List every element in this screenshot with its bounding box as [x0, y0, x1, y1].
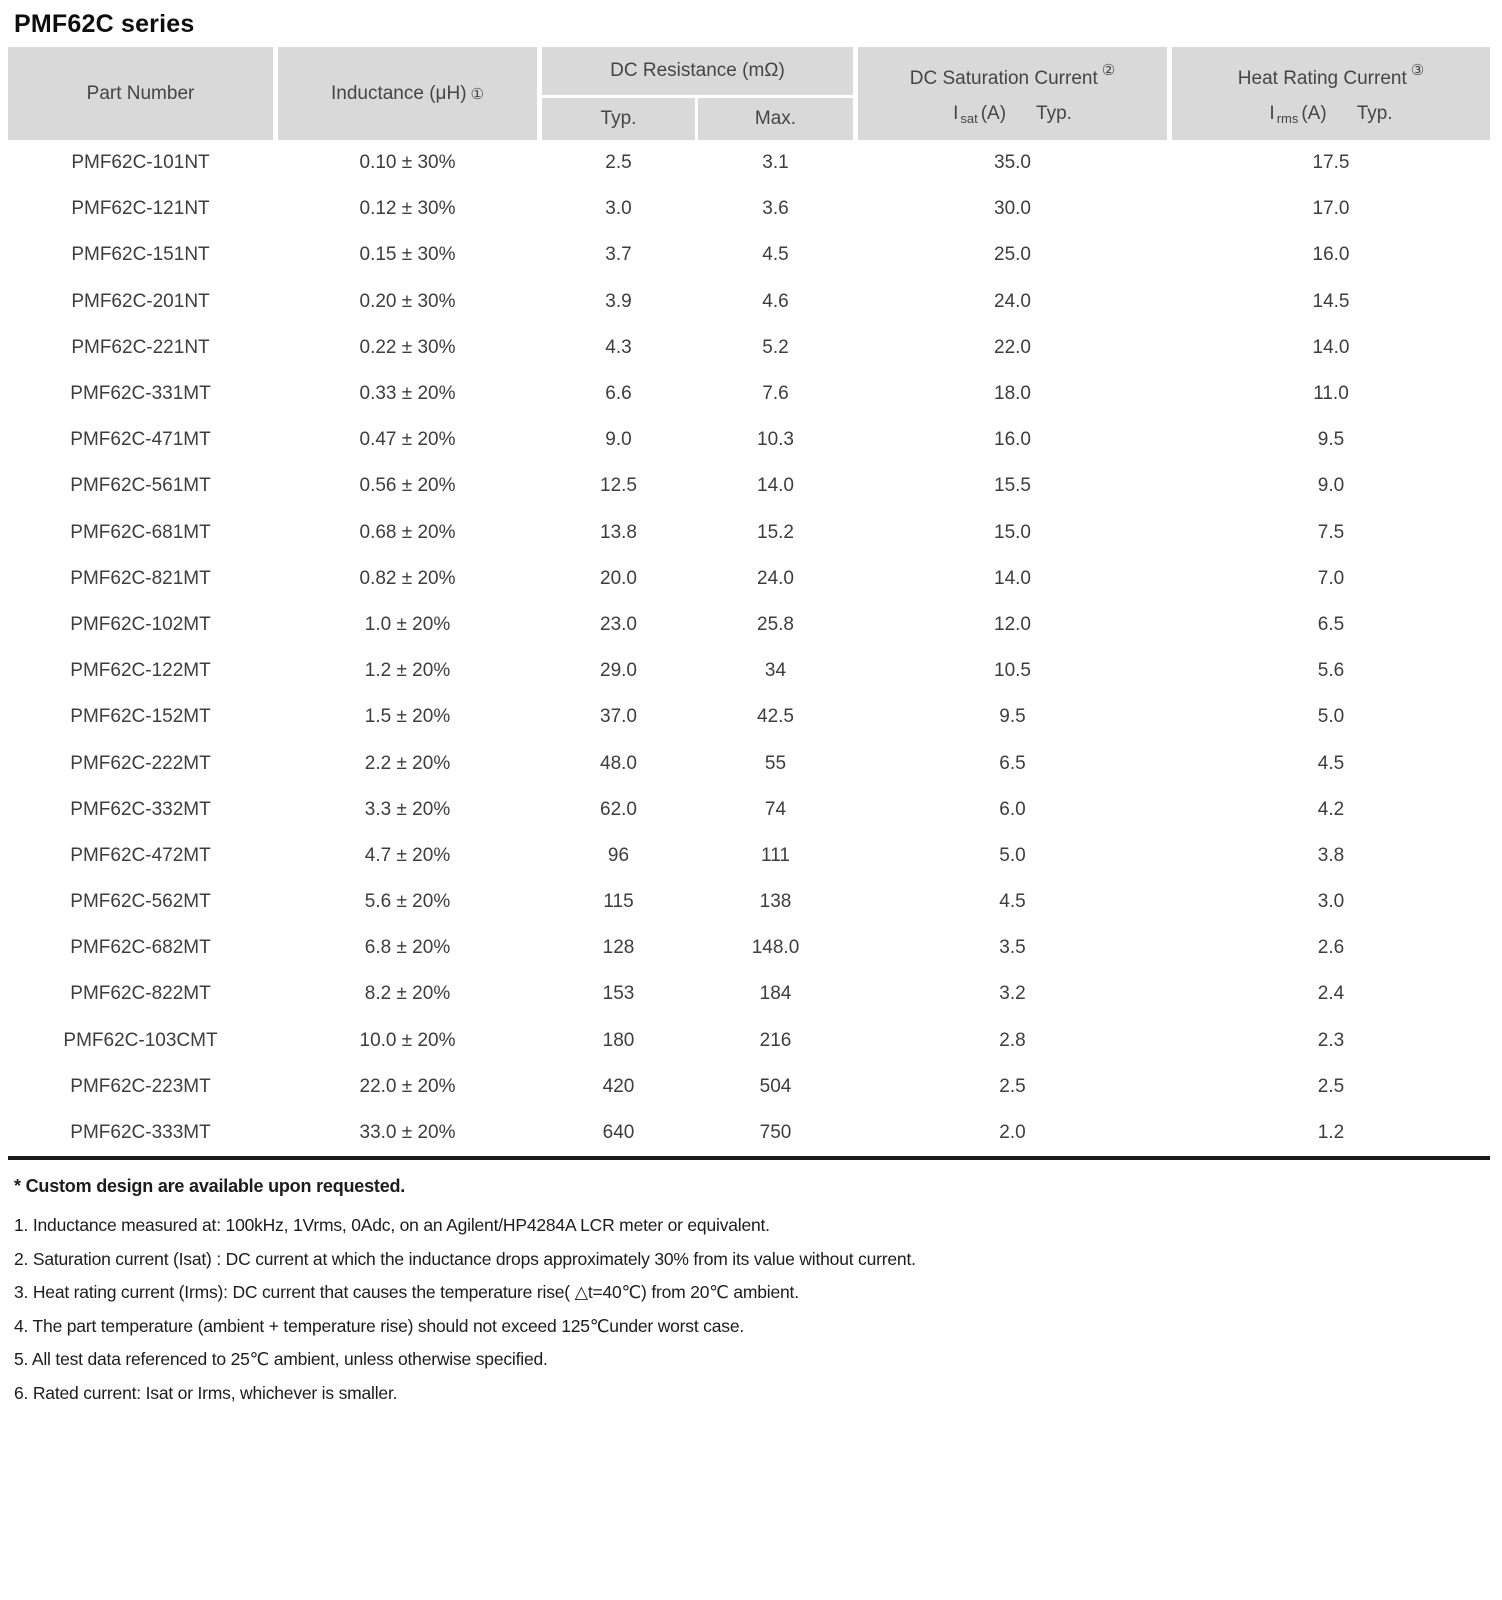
cell-irms: 2.6 [1317, 937, 1345, 959]
cell-irms: 2.5 [1317, 1075, 1345, 1097]
cell-isat: 15.0 [994, 521, 1031, 543]
header-heat-rating-title [1238, 61, 1424, 90]
table-row [8, 510, 1490, 556]
cell-dcr-max: 42.5 [757, 706, 794, 728]
cell-part-number: PMF62C-471MT [70, 429, 211, 451]
cell-part-number: PMF62C-332MT [70, 798, 211, 820]
cell-isat: 35.0 [994, 152, 1031, 174]
cell-inductance: 0.82 ± 20% [359, 567, 456, 589]
cell-inductance: 10.0 ± 20% [359, 1029, 456, 1051]
cell-dcr-max: 184 [759, 983, 792, 1005]
isat-unit: (A) [980, 102, 1007, 124]
isat-symbol: I [953, 102, 959, 124]
cell-inductance: 0.33 ± 20% [359, 383, 456, 405]
cell-dcr-typ: 6.6 [605, 383, 632, 405]
header-dc-saturation [858, 47, 1167, 140]
cell-dcr-typ: 115 [603, 891, 634, 913]
table-row [8, 879, 1490, 925]
cell-dcr-max: 55 [764, 752, 787, 774]
table-row [8, 1110, 1490, 1156]
cell-part-number: PMF62C-333MT [70, 1122, 211, 1144]
cell-dcr-max: 4.6 [762, 290, 789, 312]
cell-dcr-max: 10.3 [757, 429, 794, 451]
cell-isat: 15.5 [994, 475, 1031, 497]
cell-part-number: PMF62C-101NT [71, 152, 210, 174]
cell-dcr-max: 3.1 [762, 152, 789, 174]
cell-isat: 4.5 [999, 891, 1026, 913]
cell-dcr-typ: 3.7 [605, 244, 632, 266]
cell-inductance: 0.20 ± 30% [359, 290, 456, 312]
cell-isat: 5.0 [999, 844, 1026, 866]
cell-isat: 9.5 [999, 706, 1026, 728]
cell-part-number: PMF62C-821MT [70, 567, 211, 589]
isat-typ-label: Typ. [1036, 102, 1072, 124]
footnote-4: 4. The part temperature (ambient + temperature rise) should not exceed 125℃under worst case. [14, 1315, 745, 1336]
cell-inductance: 4.7 ± 20% [364, 844, 451, 866]
cell-part-number: PMF62C-223MT [70, 1075, 211, 1097]
cell-dcr-typ: 96 [607, 844, 630, 866]
cell-inductance: 0.22 ± 30% [359, 336, 456, 358]
cell-irms: 9.5 [1317, 429, 1345, 451]
footnote-1: 1. Inductance measured at: 100kHz, 1Vrms, 0Adc, on an Agilent/HP4284A LCR meter or equivalent. [14, 1215, 770, 1236]
header-isat-unit-row [953, 103, 1072, 126]
table-row [8, 556, 1490, 602]
cell-dcr-typ: 29.0 [600, 660, 637, 682]
cell-inductance: 5.6 ± 20% [364, 891, 451, 913]
header-dc-resistance-typ: Typ. [542, 98, 695, 140]
cell-dcr-typ: 153 [602, 983, 635, 1005]
cell-dcr-typ: 2.5 [605, 152, 632, 174]
cell-inductance: 0.47 ± 20% [359, 429, 456, 451]
table-row [8, 1018, 1490, 1064]
cell-irms: 7.5 [1317, 521, 1345, 543]
cell-part-number: PMF62C-222MT [70, 752, 211, 774]
page-title: PMF62C series [14, 10, 195, 38]
table-row [8, 694, 1490, 740]
cell-isat: 30.0 [994, 198, 1031, 220]
cell-dcr-typ: 180 [602, 1029, 635, 1051]
header-part-number: Part Number [8, 47, 273, 140]
footnote-ref-2: ② [1101, 62, 1116, 80]
table-bottom-rule [8, 1156, 1490, 1160]
cell-irms: 17.0 [1312, 198, 1350, 220]
cell-inductance: 0.10 ± 30% [359, 152, 456, 174]
footnote-6: 6. Rated current: Isat or Irms, whichever is smaller. [14, 1382, 398, 1403]
cell-dcr-max: 5.2 [762, 336, 789, 358]
table-row [8, 648, 1490, 694]
table-row [8, 1064, 1490, 1110]
header-inductance-label: Inductance (μH) [330, 82, 467, 104]
cell-isat: 10.5 [994, 660, 1031, 682]
cell-inductance: 1.0 ± 20% [364, 613, 451, 635]
cell-part-number: PMF62C-103CMT [63, 1029, 218, 1051]
table-row [8, 925, 1490, 971]
footnotes [14, 1176, 1502, 1404]
cell-dcr-max: 3.6 [762, 198, 789, 220]
cell-dcr-typ: 13.8 [600, 521, 637, 543]
cell-dcr-typ: 62.0 [600, 798, 637, 820]
cell-dcr-max: 34 [764, 660, 787, 682]
cell-dcr-typ: 9.0 [605, 429, 632, 451]
cell-dcr-typ: 3.0 [605, 198, 632, 220]
table-row [8, 463, 1490, 509]
header-dc-saturation-label: DC Saturation Current [909, 68, 1098, 90]
table-row [8, 787, 1490, 833]
cell-inductance: 6.8 ± 20% [364, 937, 451, 959]
cell-dcr-max: 216 [759, 1029, 792, 1051]
footnote-2: 2. Saturation current (Isat) : DC current at which the inductance drops approximately 30% from its value without current. [14, 1248, 916, 1269]
cell-part-number: PMF62C-121NT [71, 198, 210, 220]
cell-inductance: 3.3 ± 20% [364, 798, 451, 820]
cell-isat: 3.2 [999, 983, 1026, 1005]
custom-design-note: * Custom design are available upon requested. [14, 1176, 406, 1197]
cell-dcr-max: 25.8 [757, 613, 794, 635]
cell-dcr-max: 74 [764, 798, 787, 820]
isat-subscript: sat [960, 110, 978, 126]
cell-isat: 25.0 [994, 244, 1031, 266]
table-row [8, 417, 1490, 463]
cell-isat: 24.0 [994, 290, 1031, 312]
cell-irms: 3.0 [1317, 891, 1345, 913]
header-irms-unit-row [1269, 103, 1392, 126]
header-dc-saturation-title [910, 61, 1115, 90]
cell-part-number: PMF62C-472MT [70, 844, 211, 866]
cell-part-number: PMF62C-681MT [70, 521, 211, 543]
cell-inductance: 0.15 ± 30% [359, 244, 456, 266]
cell-isat: 2.5 [999, 1075, 1026, 1097]
cell-part-number: PMF62C-331MT [70, 383, 211, 405]
cell-dcr-max: 15.2 [757, 521, 794, 543]
table-row [8, 140, 1490, 186]
cell-irms: 9.0 [1317, 475, 1345, 497]
cell-irms: 11.0 [1313, 383, 1349, 405]
irms-subscript: rms [1276, 110, 1299, 126]
cell-dcr-max: 7.6 [762, 383, 789, 405]
header-heat-rating-label: Heat Rating Current [1237, 68, 1407, 90]
cell-part-number: PMF62C-562MT [70, 891, 211, 913]
cell-part-number: PMF62C-151NT [71, 244, 210, 266]
cell-dcr-max: 14.0 [757, 475, 794, 497]
cell-inductance: 8.2 ± 20% [364, 983, 451, 1005]
cell-dcr-max: 111 [761, 844, 790, 866]
cell-inductance: 0.68 ± 20% [359, 521, 456, 543]
cell-isat: 14.0 [994, 567, 1031, 589]
cell-dcr-typ: 23.0 [600, 613, 637, 635]
cell-dcr-typ: 128 [602, 937, 635, 959]
cell-isat: 18.0 [994, 383, 1031, 405]
cell-dcr-typ: 48.0 [600, 752, 637, 774]
cell-inductance: 0.56 ± 20% [359, 475, 456, 497]
cell-dcr-max: 138 [759, 891, 792, 913]
cell-isat: 2.0 [999, 1122, 1026, 1144]
table-row [8, 232, 1490, 278]
header-inductance [278, 47, 537, 140]
cell-dcr-max: 4.5 [762, 244, 789, 266]
cell-inductance: 1.5 ± 20% [364, 706, 451, 728]
parts-table [8, 47, 1490, 1156]
cell-dcr-max: 148.0 [751, 937, 800, 959]
irms-symbol: I [1269, 102, 1275, 124]
cell-isat: 12.0 [994, 613, 1031, 635]
cell-dcr-typ: 12.5 [600, 475, 637, 497]
cell-irms: 3.8 [1317, 844, 1345, 866]
table-row [8, 971, 1490, 1017]
cell-dcr-typ: 37.0 [600, 706, 637, 728]
cell-dcr-max: 504 [759, 1075, 792, 1097]
cell-part-number: PMF62C-122MT [70, 660, 211, 682]
cell-dcr-typ: 4.3 [605, 336, 632, 358]
irms-typ-label: Typ. [1356, 102, 1393, 124]
footnote-3: 3. Heat rating current (Irms): DC current that causes the temperature rise( △t=40℃) from 20℃ ambient. [14, 1282, 799, 1303]
header-heat-rating [1172, 47, 1490, 140]
cell-irms: 7.0 [1317, 567, 1345, 589]
cell-dcr-max: 24.0 [757, 567, 794, 589]
cell-irms: 6.5 [1317, 613, 1345, 635]
cell-part-number: PMF62C-682MT [70, 937, 211, 959]
cell-isat: 6.0 [999, 798, 1026, 820]
cell-irms: 14.0 [1312, 336, 1350, 358]
cell-dcr-typ: 640 [602, 1122, 635, 1144]
cell-part-number: PMF62C-822MT [70, 983, 211, 1005]
table-body [8, 140, 1490, 1156]
header-dc-resistance: DC Resistance (mΩ) [542, 47, 853, 95]
irms-unit: (A) [1301, 102, 1327, 124]
cell-irms: 2.3 [1317, 1029, 1345, 1051]
cell-dcr-typ: 420 [602, 1075, 635, 1097]
table-row [8, 186, 1490, 232]
footnote-5: 5. All test data referenced to 25℃ ambient, unless otherwise specified. [14, 1349, 548, 1370]
table-row [8, 371, 1490, 417]
cell-isat: 6.5 [999, 752, 1026, 774]
cell-part-number: PMF62C-152MT [70, 706, 211, 728]
cell-isat: 16.0 [994, 429, 1031, 451]
cell-part-number: PMF62C-102MT [70, 613, 211, 635]
footnote-ref-1: ① [470, 85, 484, 103]
cell-isat: 2.8 [999, 1029, 1026, 1051]
cell-inductance: 2.2 ± 20% [364, 752, 451, 774]
cell-irms: 2.4 [1317, 983, 1345, 1005]
cell-inductance: 1.2 ± 20% [364, 660, 451, 682]
cell-irms: 16.0 [1312, 244, 1350, 266]
cell-part-number: PMF62C-561MT [70, 475, 211, 497]
cell-inductance: 0.12 ± 30% [359, 198, 456, 220]
cell-dcr-typ: 20.0 [600, 567, 637, 589]
cell-isat: 3.5 [999, 937, 1026, 959]
table-row [8, 740, 1490, 786]
cell-irms: 14.5 [1312, 290, 1350, 312]
cell-irms: 17.5 [1312, 152, 1350, 174]
cell-inductance: 33.0 ± 20% [359, 1122, 456, 1144]
cell-irms: 5.0 [1317, 706, 1345, 728]
footnote-ref-3: ③ [1410, 62, 1425, 80]
cell-irms: 5.6 [1317, 660, 1345, 682]
cell-inductance: 22.0 ± 20% [359, 1075, 456, 1097]
cell-irms: 4.2 [1317, 798, 1345, 820]
header-dc-resistance-max: Max. [698, 98, 853, 140]
cell-isat: 22.0 [994, 336, 1031, 358]
table-row [8, 833, 1490, 879]
cell-dcr-max: 750 [759, 1122, 792, 1144]
cell-irms: 4.5 [1317, 752, 1345, 774]
cell-dcr-typ: 3.9 [605, 290, 632, 312]
table-header [8, 47, 1490, 140]
table-row [8, 325, 1490, 371]
table-row [8, 602, 1490, 648]
table-row [8, 279, 1490, 325]
cell-part-number: PMF62C-221NT [71, 336, 210, 358]
cell-part-number: PMF62C-201NT [71, 290, 210, 312]
cell-irms: 1.2 [1317, 1122, 1345, 1144]
